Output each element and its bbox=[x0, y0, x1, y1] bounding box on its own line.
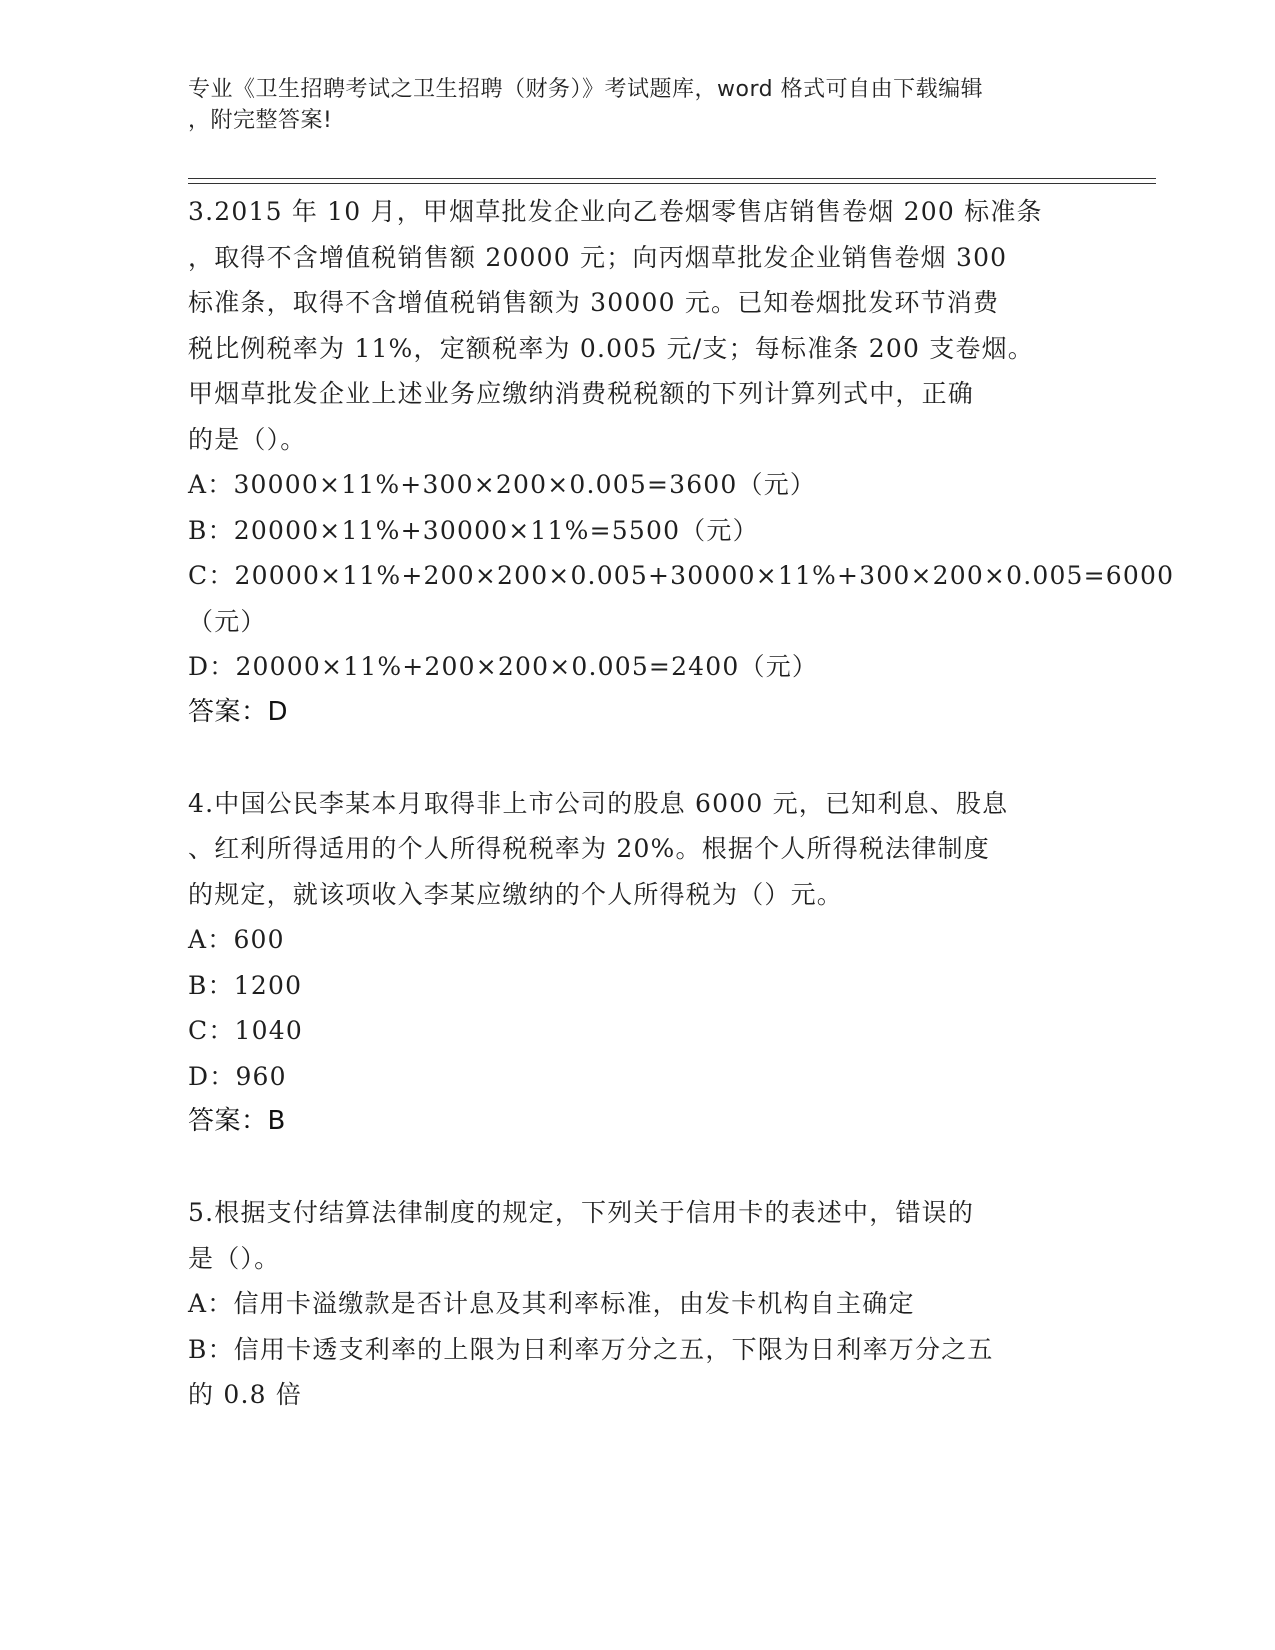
question-3 bbox=[188, 189, 1175, 735]
option-c: C：1040 bbox=[188, 1016, 303, 1045]
question-stem-line: 、红利所得适用的个人所得税税率为 20%。根据个人所得税法律制度 bbox=[188, 834, 990, 863]
question-stem-line: 5.根据支付结算法律制度的规定，下列关于信用卡的表述中，错误的 bbox=[188, 1198, 975, 1227]
question-5 bbox=[188, 1190, 1088, 1418]
header-divider-top bbox=[188, 178, 1156, 179]
header-divider-bottom bbox=[188, 183, 1156, 184]
question-stem-line: 是（）。 bbox=[188, 1243, 281, 1273]
option-c: C：20000×11%+200×200×0.005+30000×11%+300×200×0.005=6000 bbox=[188, 561, 1175, 590]
question-4 bbox=[188, 781, 1088, 1145]
option-d: D：960 bbox=[188, 1061, 287, 1091]
question-stem-line: 税比例税率为 11%，定额税率为 0.005 元/支；每标准条 200 支卷烟。 bbox=[188, 333, 1035, 363]
option-b: B：信用卡透支利率的上限为日利率万分之五，下限为日利率万分之五 bbox=[188, 1334, 994, 1364]
question-stem-line: ，取得不含增值税销售额 20000 元；向丙烟草批发企业销售卷烟 300 bbox=[188, 242, 1008, 272]
option-d: D：20000×11%+200×200×0.005=2400（元） bbox=[188, 652, 819, 681]
question-stem-line: 甲烟草批发企业上述业务应缴纳消费税税额的下列计算列式中，正确 bbox=[188, 379, 975, 408]
option-b: B：1200 bbox=[188, 970, 303, 1000]
question-list bbox=[188, 189, 1175, 1418]
option-a: A：30000×11%+300×200×0.005=3600（元） bbox=[188, 470, 817, 499]
question-stem-line: 的规定，就该项收入李某应缴纳的个人所得税为（）元。 bbox=[188, 879, 844, 909]
header-line-1: 专业《卫生招聘考试之卫生招聘（财务）》考试题库，word 格式可自由下载编辑 bbox=[188, 77, 984, 102]
question-stem-line: 的是（）。 bbox=[188, 424, 307, 454]
question-stem-line: 4.中国公民李某本月取得非上市公司的股息 6000 元，已知利息、股息 bbox=[188, 788, 1009, 818]
option-b-continued: 的 0.8 倍 bbox=[188, 1380, 303, 1409]
option-a: A：信用卡溢缴款是否计息及其利率标准，由发卡机构自主确定 bbox=[188, 1289, 915, 1318]
option-c-continued: （元） bbox=[188, 606, 267, 636]
question-spacer bbox=[188, 1145, 1088, 1191]
question-stem-line: 标准条，取得不含增值税销售额为 30000 元。已知卷烟批发环节消费 bbox=[188, 288, 1000, 317]
document-header bbox=[188, 74, 1068, 136]
question-stem-line: 3.2015 年 10 月，甲烟草批发企业向乙卷烟零售店销售卷烟 200 标准条 bbox=[188, 197, 1043, 226]
answer-label: 答案：B bbox=[188, 1106, 286, 1136]
answer-label: 答案：D bbox=[188, 696, 289, 727]
option-b: B：20000×11%+30000×11%=5500（元） bbox=[188, 515, 759, 545]
option-a: A：600 bbox=[188, 925, 285, 954]
header-line-2: ，附完整答案! bbox=[188, 108, 333, 133]
question-spacer bbox=[188, 735, 1088, 781]
